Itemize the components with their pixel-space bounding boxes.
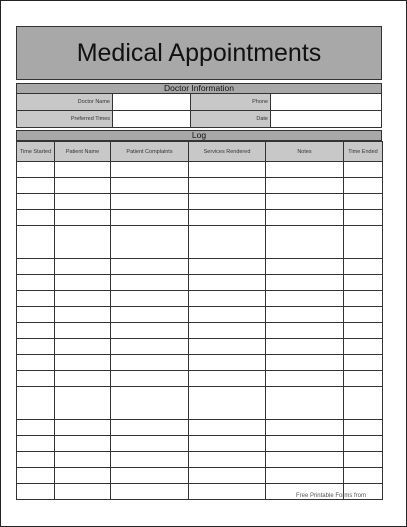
log-cell[interactable] (55, 452, 111, 468)
log-cell[interactable] (344, 468, 383, 484)
log-cell[interactable] (189, 420, 266, 436)
date-label: Date (190, 111, 270, 127)
log-cell[interactable] (17, 259, 55, 275)
log-row (17, 259, 383, 275)
col-patient-name: Patient Name (55, 142, 111, 162)
date-field[interactable] (270, 111, 381, 127)
log-cell[interactable] (344, 259, 383, 275)
log-cell[interactable] (266, 162, 344, 178)
log-cell[interactable] (344, 291, 383, 307)
log-cell[interactable] (344, 194, 383, 210)
log-cell[interactable] (189, 259, 266, 275)
log-cell[interactable] (266, 371, 344, 387)
log-cell[interactable] (189, 387, 266, 420)
log-cell[interactable] (266, 339, 344, 355)
log-cell[interactable] (55, 323, 111, 339)
log-cell[interactable] (55, 275, 111, 291)
log-cell[interactable] (17, 436, 55, 452)
log-cell[interactable] (111, 291, 189, 307)
log-cell[interactable] (111, 484, 189, 500)
log-cell[interactable] (17, 194, 55, 210)
log-cell[interactable] (17, 210, 55, 226)
log-cell[interactable] (55, 291, 111, 307)
log-cell[interactable] (111, 275, 189, 291)
log-cell[interactable] (189, 210, 266, 226)
log-row (17, 436, 383, 452)
log-cell[interactable] (189, 323, 266, 339)
log-cell[interactable] (189, 371, 266, 387)
log-cell[interactable] (111, 371, 189, 387)
log-cell[interactable] (189, 484, 266, 500)
col-services-rendered: Services Rendered (189, 142, 266, 162)
col-time-ended: Time Ended (344, 142, 383, 162)
log-cell[interactable] (17, 468, 55, 484)
log-cell[interactable] (111, 452, 189, 468)
log-cell[interactable] (344, 355, 383, 371)
log-cell[interactable] (111, 323, 189, 339)
log-header-row (17, 142, 383, 162)
log-body (17, 162, 383, 500)
preferred-times-field[interactable] (112, 111, 190, 127)
log-cell[interactable] (266, 355, 344, 371)
log-cell[interactable] (344, 307, 383, 323)
log-cell[interactable] (55, 210, 111, 226)
log-row (17, 178, 383, 194)
log-cell[interactable] (344, 436, 383, 452)
log-row (17, 323, 383, 339)
log-cell[interactable] (17, 291, 55, 307)
log-cell[interactable] (55, 339, 111, 355)
log-cell[interactable] (17, 162, 55, 178)
log-row (17, 275, 383, 291)
doctor-name-label: Doctor Name (17, 94, 112, 110)
log-cell[interactable] (17, 420, 55, 436)
log-cell[interactable] (189, 307, 266, 323)
log-cell[interactable] (266, 452, 344, 468)
log-cell[interactable] (189, 226, 266, 259)
log-cell[interactable] (344, 210, 383, 226)
log-cell[interactable] (266, 420, 344, 436)
log-cell[interactable] (266, 307, 344, 323)
log-cell[interactable] (17, 387, 55, 420)
log-cell[interactable] (266, 178, 344, 194)
log-cell[interactable] (17, 178, 55, 194)
log-cell[interactable] (266, 210, 344, 226)
log-cell[interactable] (17, 355, 55, 371)
log-cell[interactable] (111, 387, 189, 420)
log-cell[interactable] (55, 468, 111, 484)
log-row (17, 291, 383, 307)
log-cell[interactable] (111, 339, 189, 355)
log-cell[interactable] (55, 371, 111, 387)
log-cell[interactable] (189, 452, 266, 468)
log-cell[interactable] (17, 484, 55, 500)
log-header: Log (16, 130, 382, 141)
log-cell[interactable] (266, 194, 344, 210)
log-cell[interactable] (55, 387, 111, 420)
log-row (17, 468, 383, 484)
log-cell[interactable] (189, 436, 266, 452)
title-bar (16, 26, 382, 80)
log-cell[interactable] (55, 484, 111, 500)
log-cell[interactable] (266, 436, 344, 452)
log-row (17, 162, 383, 178)
log-cell[interactable] (111, 355, 189, 371)
phone-label: Phone (190, 94, 270, 110)
log-cell[interactable] (266, 226, 344, 259)
log-cell[interactable] (344, 275, 383, 291)
log-row (17, 226, 383, 259)
log-cell[interactable] (17, 371, 55, 387)
log-cell[interactable] (189, 194, 266, 210)
log-cell[interactable] (55, 259, 111, 275)
log-cell[interactable] (55, 307, 111, 323)
log-cell[interactable] (17, 323, 55, 339)
log-cell[interactable] (189, 275, 266, 291)
log-cell[interactable] (111, 436, 189, 452)
log-cell[interactable] (189, 468, 266, 484)
log-row (17, 194, 383, 210)
log-cell[interactable] (266, 323, 344, 339)
log-cell[interactable] (344, 371, 383, 387)
log-row (17, 371, 383, 387)
log-cell[interactable] (55, 436, 111, 452)
log-cell[interactable] (344, 387, 383, 420)
log-cell[interactable] (55, 162, 111, 178)
log-cell[interactable] (55, 355, 111, 371)
log-cell[interactable] (111, 420, 189, 436)
log-row (17, 355, 383, 371)
phone-field[interactable] (270, 94, 381, 110)
log-cell[interactable] (266, 275, 344, 291)
log-cell[interactable] (17, 307, 55, 323)
log-cell[interactable] (111, 178, 189, 194)
col-time-started: Time Started (17, 142, 55, 162)
log-cell[interactable] (55, 226, 111, 259)
log-cell[interactable] (111, 259, 189, 275)
log-cell[interactable] (189, 162, 266, 178)
preferred-times-label: Preferred Times (17, 111, 112, 127)
log-cell[interactable] (189, 339, 266, 355)
log-cell[interactable] (189, 291, 266, 307)
log-cell[interactable] (111, 468, 189, 484)
log-cell[interactable] (189, 178, 266, 194)
log-cell[interactable] (266, 291, 344, 307)
doctor-name-field[interactable] (112, 94, 190, 110)
log-cell[interactable] (111, 307, 189, 323)
col-notes: Notes (266, 142, 344, 162)
log-cell[interactable] (344, 162, 383, 178)
log-cell[interactable] (344, 339, 383, 355)
log-table (16, 141, 383, 500)
log-row (17, 452, 383, 468)
col-patient-complaints: Patient Complaints (111, 142, 189, 162)
footer-note: Free Printable Forms from (295, 493, 366, 499)
log-cell[interactable] (55, 194, 111, 210)
log-cell[interactable] (111, 194, 189, 210)
log-cell[interactable] (266, 387, 344, 420)
log-cell[interactable] (344, 323, 383, 339)
log-cell[interactable] (17, 339, 55, 355)
log-cell[interactable] (17, 275, 55, 291)
log-cell[interactable] (344, 178, 383, 194)
log-row (17, 210, 383, 226)
doctor-information-header: Doctor Information (16, 83, 382, 94)
log-cell[interactable] (344, 420, 383, 436)
log-cell[interactable] (55, 178, 111, 194)
log-row (17, 420, 383, 436)
log-cell[interactable] (55, 420, 111, 436)
log-cell[interactable] (344, 452, 383, 468)
log-cell[interactable] (111, 210, 189, 226)
log-cell[interactable] (189, 355, 266, 371)
log-cell[interactable] (111, 162, 189, 178)
log-cell[interactable] (17, 226, 55, 259)
log-cell[interactable] (266, 259, 344, 275)
log-cell[interactable] (266, 468, 344, 484)
log-cell[interactable] (111, 226, 189, 259)
log-row (17, 307, 383, 323)
log-row (17, 339, 383, 355)
log-cell[interactable] (344, 226, 383, 259)
form-title: Medical Appointments (76, 38, 322, 67)
doctor-information-panel (16, 94, 382, 128)
log-row (17, 387, 383, 420)
log-cell[interactable] (17, 452, 55, 468)
